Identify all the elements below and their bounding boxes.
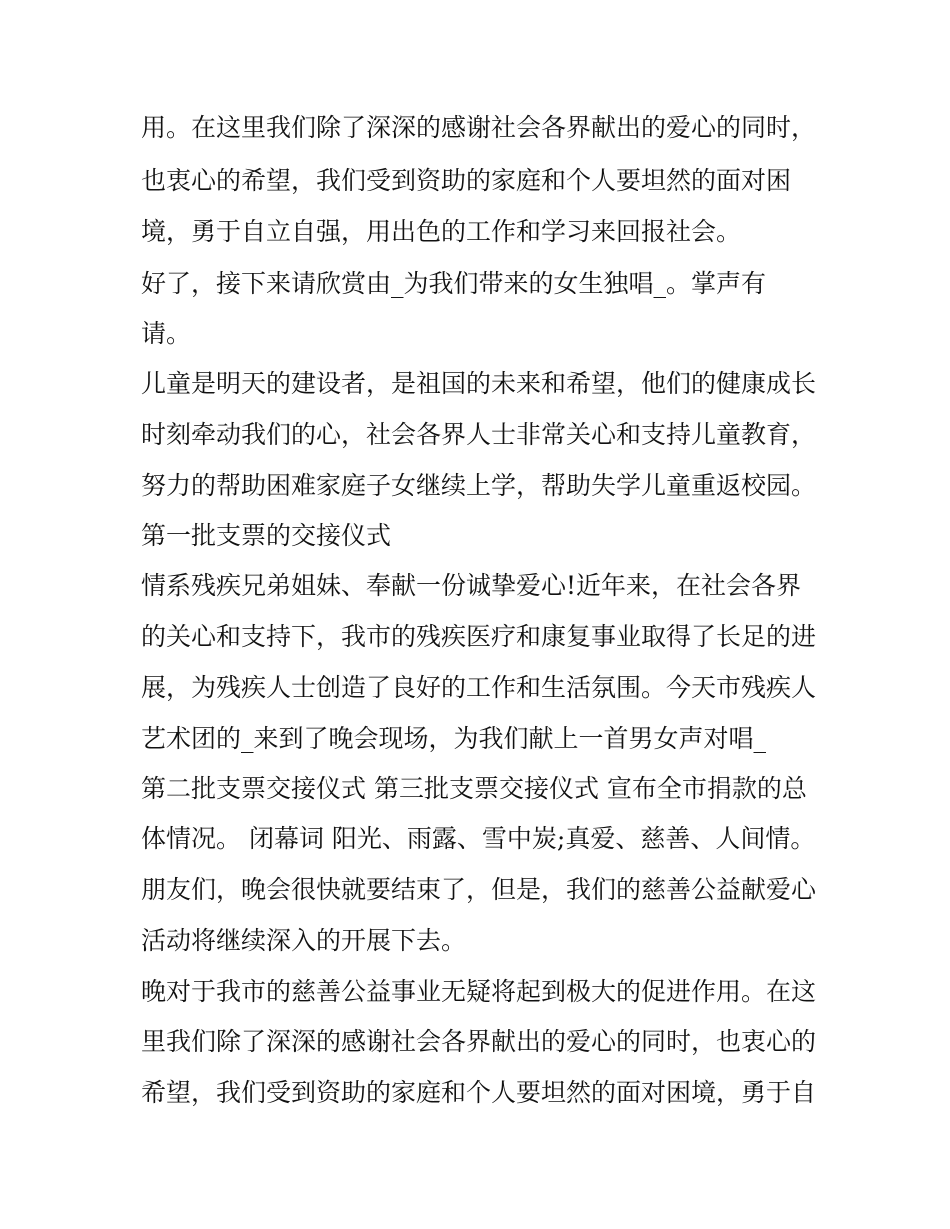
text-line: 儿童是明天的建设者，是祖国的未来和希望，他们的健康成长: [141, 369, 817, 398]
text-line: 朋友们，晚会很快就要结束了，但是，我们的慈善公益献爱心: [141, 875, 817, 904]
text-line: 也衷心的希望，我们受到资助的家庭和个人要坦然的面对困: [141, 166, 792, 195]
text-line: 展，为残疾人士创造了良好的工作和生活氛围。今天市残疾人: [141, 673, 817, 702]
text-line: 体情况。 闭幕词 阳光、雨露、雪中炭;真爱、慈善、人间情。: [141, 824, 816, 853]
text-line: 好了，接下来请欣赏由_为我们带来的女生独唱_。掌声有: [141, 269, 767, 298]
text-line: 里我们除了深深的感谢社会各界献出的爱心的同时，也衷心的: [141, 1027, 817, 1056]
text-line: 的关心和支持下，我市的残疾医疗和康复事业取得了长足的进: [141, 622, 817, 651]
text-line: 情系残疾兄弟姐妹、奉献一份诚挚爱心!近年来，在社会各界: [141, 571, 802, 600]
text-line: 时刻牵动我们的心，社会各界人士非常关心和支持儿童教育，: [141, 420, 817, 449]
text-line: 第二批支票交接仪式 第三批支票交接仪式 宣布全市捐款的总: [141, 774, 807, 803]
text-line: 用。在这里我们除了深深的感谢社会各界献出的爱心的同时，: [141, 113, 817, 142]
text-line: 境，勇于自立自强，用出色的工作和学习来回报社会。: [141, 217, 742, 246]
text-line: 第一批支票的交接仪式: [141, 521, 392, 550]
text-line: 希望，我们受到资助的家庭和个人要坦然的面对困境，勇于自: [141, 1078, 817, 1107]
text-line: 活动将继续深入的开展下去。: [141, 926, 467, 955]
text-line: 晚对于我市的慈善公益事业无疑将起到极大的促进作用。在这: [141, 977, 817, 1006]
text-line: 请。: [141, 319, 192, 348]
text-line: 艺术团的_来到了晚会现场，为我们献上一首男女声对唱_: [141, 724, 767, 753]
text-line: 努力的帮助困难家庭子女继续上学，帮助失学儿童重返校园。: [141, 471, 817, 500]
